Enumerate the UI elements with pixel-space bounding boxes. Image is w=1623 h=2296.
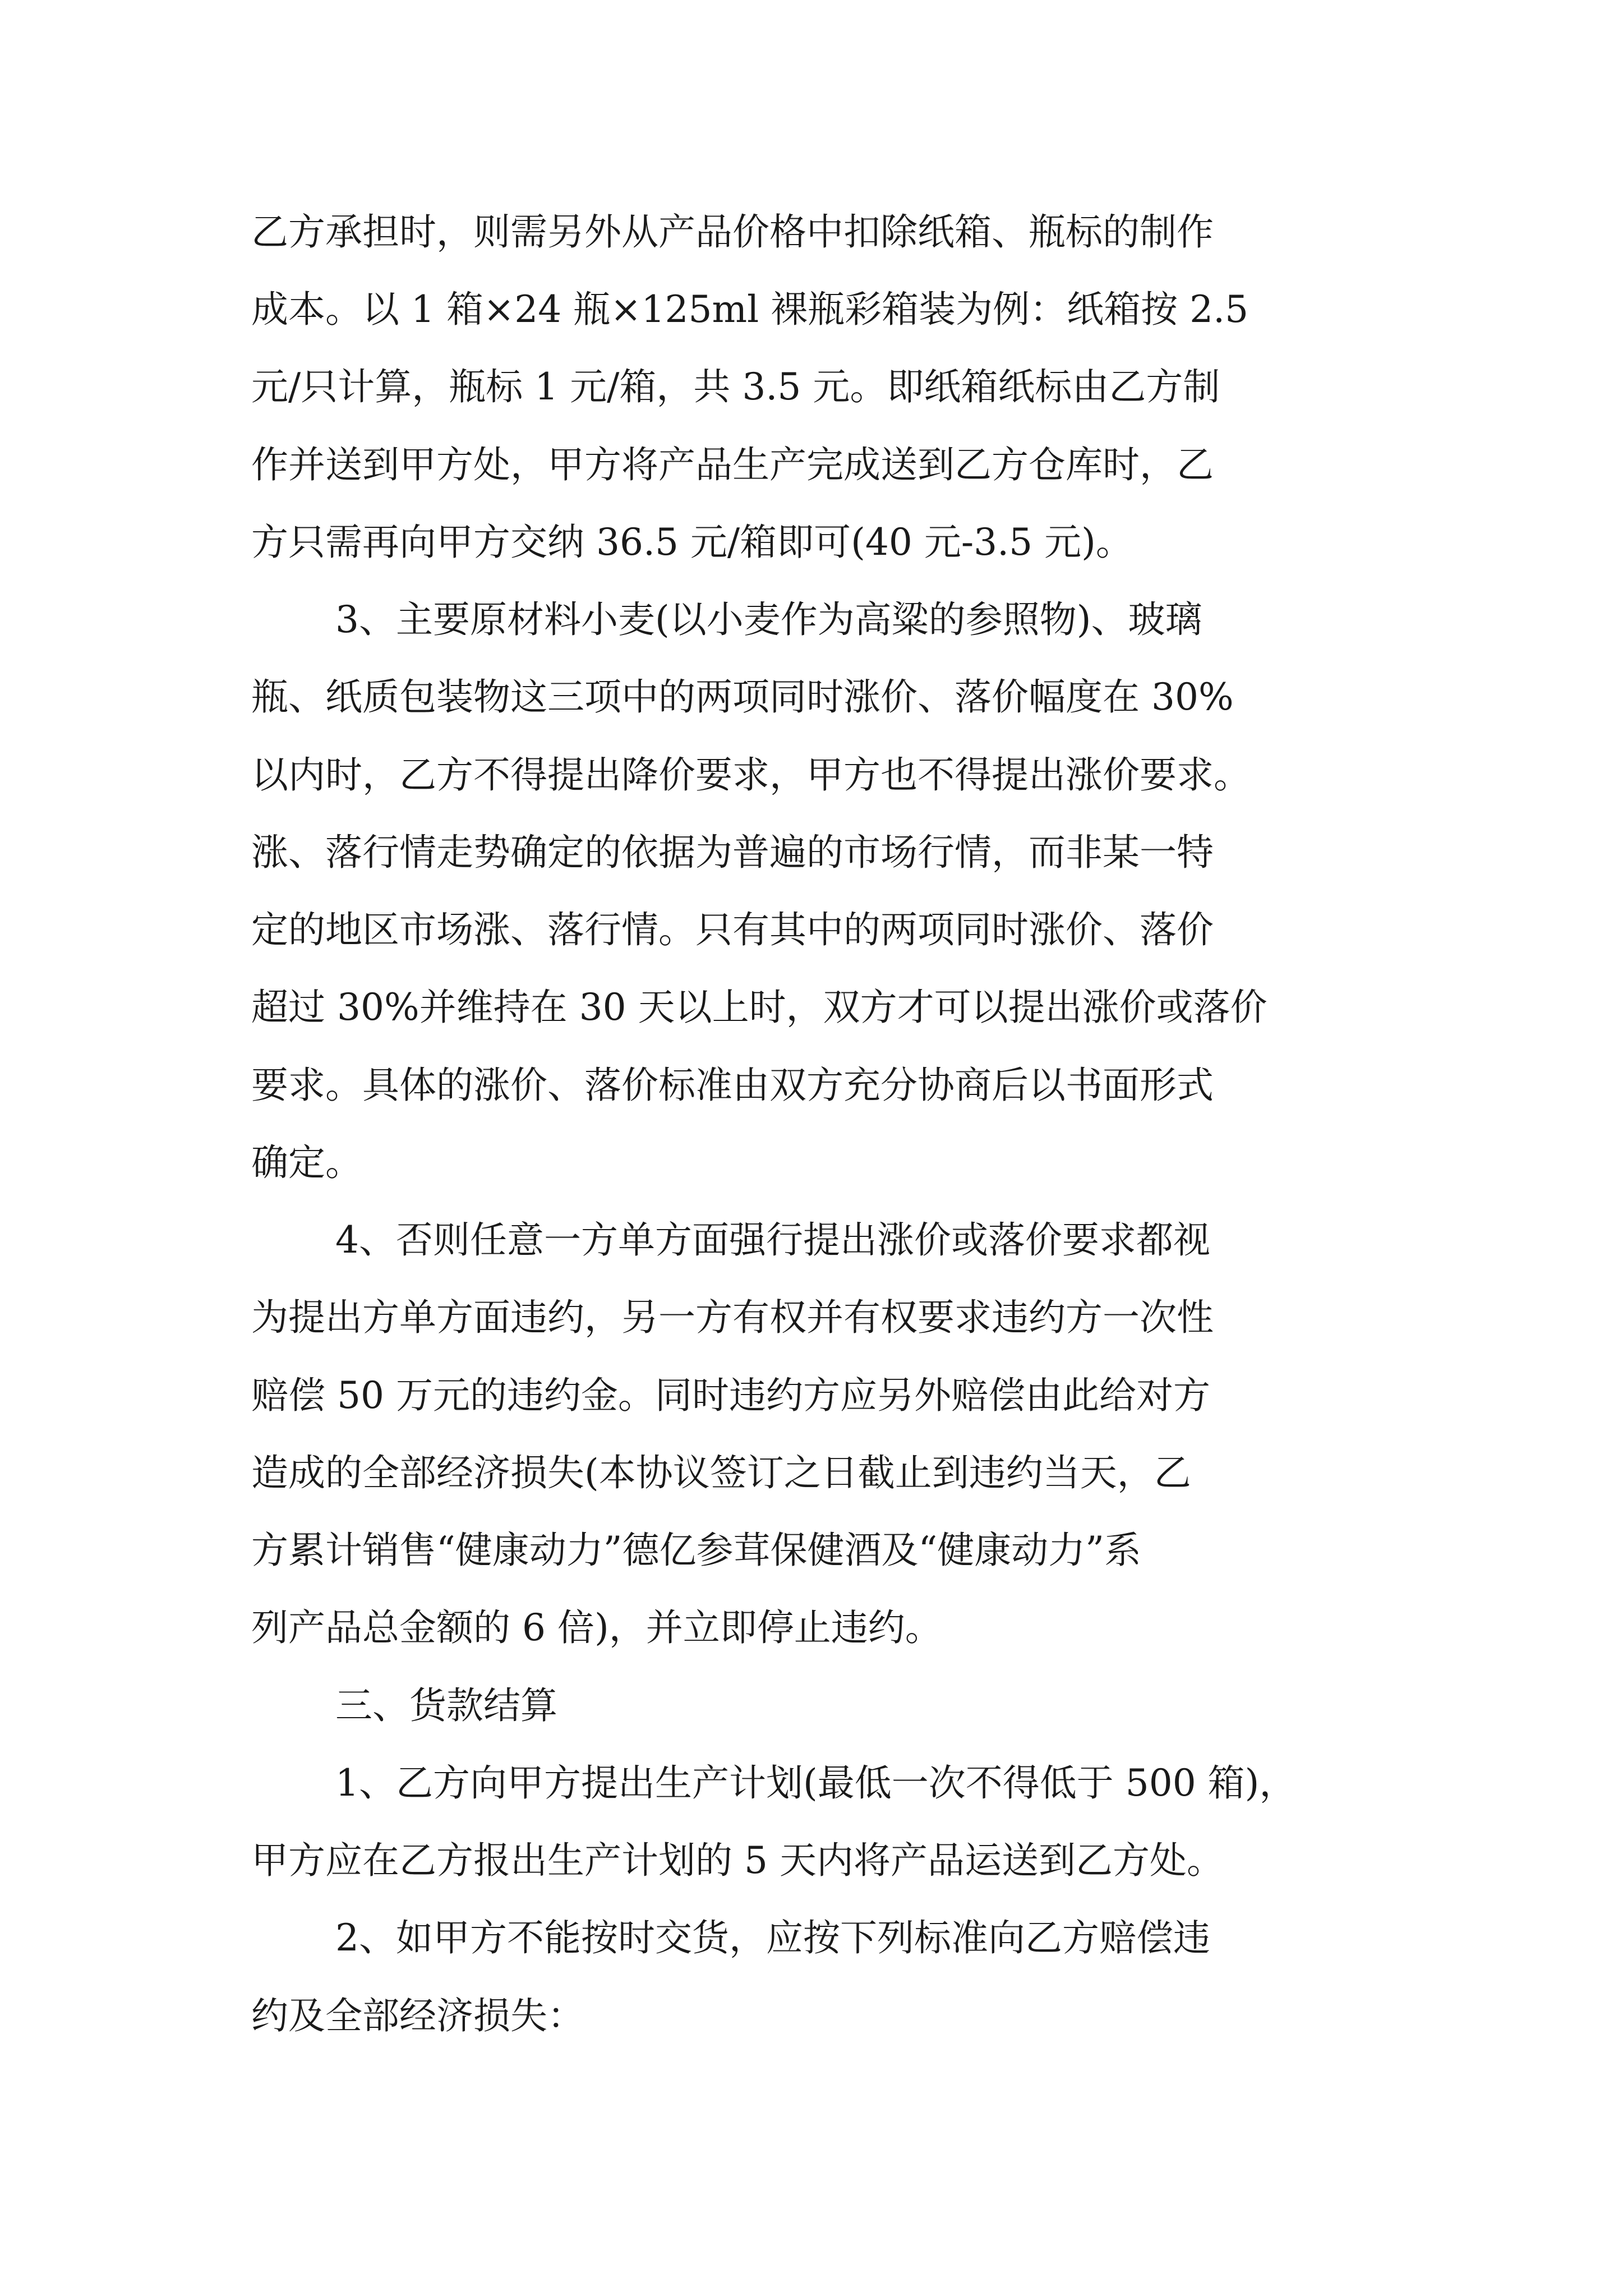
text-line: 要求。具体的涨价、落价标准由双方充分协商后以书面形式 xyxy=(251,1064,1214,1107)
text-line: 以内时，乙方不得提出降价要求，甲方也不得提出涨价要求。 xyxy=(251,753,1251,797)
text-line: 成本。以 1 箱×24 瓶×125ml 裸瓶彩箱装为例：纸箱按 2.5 xyxy=(251,288,1249,331)
section-heading: 三、货款结算 xyxy=(335,1684,557,1727)
text-line: 列产品总金额的 6 倍)，并立即停止违约。 xyxy=(251,1606,942,1649)
text-line: 乙方承担时，则需另外从产品价格中扣除纸箱、瓶标的制作 xyxy=(251,210,1214,254)
paragraph-start-line: 2、如甲方不能按时交货，应按下列标准向乙方赔偿违 xyxy=(335,1916,1210,1959)
text-line: 为提出方单方面违约，另一方有权并有权要求违约方一次性 xyxy=(251,1296,1214,1339)
text-line: 作并送到甲方处，甲方将产品生产完成送到乙方仓库时，乙 xyxy=(251,443,1214,486)
text-line: 约及全部经济损失： xyxy=(251,1994,584,2037)
text-line: 瓶、纸质包装物这三项中的两项同时涨价、落价幅度在 30% xyxy=(251,675,1234,719)
text-line: 方累计销售“健康动力”德亿参茸保健酒及“健康动力”系 xyxy=(251,1529,1141,1572)
text-line: 确定。 xyxy=(251,1141,362,1184)
paragraph-start-line: 1、乙方向甲方提出生产计划(最低一次不得低于 500 箱)， xyxy=(335,1761,1297,1805)
text-line: 甲方应在乙方报出生产计划的 5 天内将产品运送到乙方处。 xyxy=(251,1839,1224,1882)
text-line: 赔偿 50 万元的违约金。同时违约方应另外赔偿由此给对方 xyxy=(251,1374,1210,1417)
text-line: 涨、落行情走势确定的依据为普遍的市场行情，而非某一特 xyxy=(251,831,1214,874)
text-line: 方只需再向甲方交纳 36.5 元/箱即可(40 元-3.5 元)。 xyxy=(251,521,1133,564)
text-line: 超过 30%并维持在 30 天以上时，双方才可以提出涨价或落价 xyxy=(251,986,1267,1029)
text-line: 造成的全部经济损失(本协议签订之日截止到违约当天，乙 xyxy=(251,1451,1191,1494)
paragraph-start-line: 3、主要原材料小麦(以小麦作为高粱的参照物)、玻璃 xyxy=(335,598,1202,641)
paragraph-start-line: 4、否则任意一方单方面强行提出涨价或落价要求都视 xyxy=(335,1218,1210,1262)
text-line: 元/只计算，瓶标 1 元/箱，共 3.5 元。即纸箱纸标由乙方制 xyxy=(251,365,1220,408)
text-line: 定的地区市场涨、落行情。只有其中的两项同时涨价、落价 xyxy=(251,908,1214,951)
